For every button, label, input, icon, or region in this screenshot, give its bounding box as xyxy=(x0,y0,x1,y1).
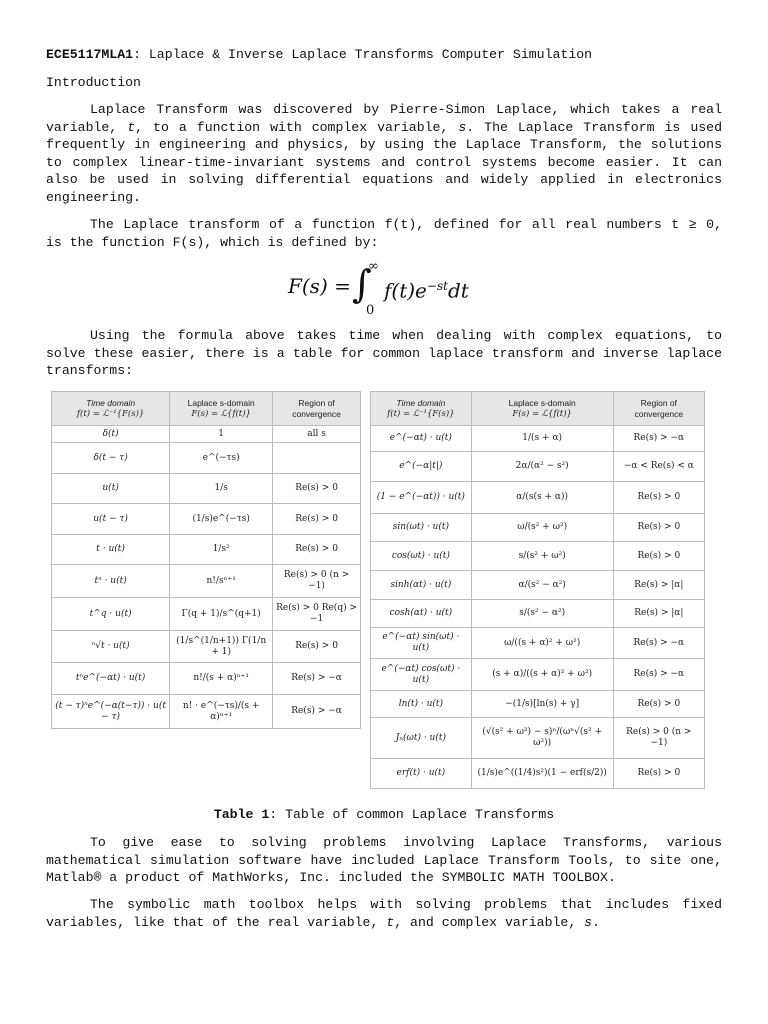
table-row xyxy=(371,482,705,514)
table-row xyxy=(371,759,705,789)
table-header-cell xyxy=(52,392,170,426)
table-row xyxy=(371,628,705,659)
formula-exponent: −st xyxy=(426,279,448,293)
roc-cell: Re(s) > −α xyxy=(273,695,361,729)
paragraph-definition: The Laplace transform of a function f(t), defined for all real numbers t ≥ 0, is the function F(s), which is defined by: xyxy=(46,217,722,250)
table-header-cell xyxy=(471,392,613,426)
time-domain-cell: e^(−αt) cos(ωt) · u(t) xyxy=(371,659,472,691)
roc-cell: Re(s) > 0 (n > −1) xyxy=(613,718,704,759)
paragraph-toolbox xyxy=(46,896,722,931)
time-domain-cell: erf(t) · u(t) xyxy=(371,759,472,789)
table-row xyxy=(52,504,361,535)
caption-label: Table 1 xyxy=(213,807,270,822)
time-domain-cell: u(t) xyxy=(52,474,170,504)
time-domain-cell: e^(−αt) · u(t) xyxy=(371,426,472,452)
p5-text-a: The symbolic math toolbox helps with solving problems that includes fixed variables, like that of the real variable, xyxy=(46,897,722,930)
header-line: f(t) = ℒ⁻¹{F(s)} xyxy=(76,408,145,419)
formula-differential: dt xyxy=(447,278,469,303)
table-row xyxy=(371,718,705,759)
roc-cell: Re(s) > 0 xyxy=(613,482,704,514)
time-domain-cell: e^(−αt) sin(ωt) · u(t) xyxy=(371,628,472,659)
s-domain-cell: 1 xyxy=(170,426,273,443)
roc-cell: Re(s) > 0 xyxy=(613,542,704,571)
time-domain-cell: tⁿe^(−αt) · u(t) xyxy=(52,663,170,695)
table-body xyxy=(52,426,361,729)
table-row xyxy=(52,631,361,663)
table-row xyxy=(371,542,705,571)
table-row xyxy=(52,535,361,565)
title-code: ECE5117MLA1 xyxy=(46,47,134,62)
roc-cell: Re(s) > 0 xyxy=(273,474,361,504)
caption-text: : Table of common Laplace Transforms xyxy=(269,807,555,822)
integral-upper-limit: ∞ xyxy=(368,259,379,274)
table-header-cell xyxy=(170,392,273,426)
header-line: Laplace s-domain xyxy=(508,397,576,408)
s-domain-cell: α/(s² − α²) xyxy=(471,571,613,600)
p1-text-c: . The Laplace Transform is used frequently in engineering and physics, by using the Laplace Transform, the solutions to complex linear-time-invariant systems and control systems become easier. It can also be used in solving differential equations and widely applied in electronics engineering. xyxy=(46,119,722,205)
s-domain-cell: s/(s² − α²) xyxy=(471,600,613,628)
s-domain-cell: e^(−τs) xyxy=(170,443,273,474)
time-domain-cell: δ(t) xyxy=(52,426,170,443)
roc-cell xyxy=(273,443,361,474)
table-row xyxy=(52,565,361,598)
table-row xyxy=(371,691,705,718)
roc-cell: Re(s) > 0 xyxy=(613,759,704,789)
s-domain-cell: n!/(s + α)ⁿ⁺¹ xyxy=(170,663,273,695)
p1-text-a: Laplace Transform was discovered by Pierre-Simon Laplace, which takes a real variable, xyxy=(46,102,722,135)
table-row xyxy=(371,514,705,542)
roc-cell: Re(s) > 0 xyxy=(613,514,704,542)
paragraph-software: To give ease to solving problems involving Laplace Transforms, various mathematical simulation software have included Laplace Transform Tools, to site one, Matlab® a product of MathWorks, Inc. included the SYMBOLIC MATH TOOLBOX. xyxy=(46,835,722,885)
p1-text-b: , to a function with complex variable, xyxy=(135,119,459,135)
table-row xyxy=(52,598,361,631)
table-header-cell xyxy=(273,392,361,426)
time-domain-cell: Jₙ(ωt) · u(t) xyxy=(371,718,472,759)
table-header-row xyxy=(52,392,361,426)
time-domain-cell: e^(−α|t|) xyxy=(371,452,472,482)
roc-cell: Re(s) > 0 Re(q) > −1 xyxy=(273,598,361,631)
p1-variable-s: s xyxy=(458,119,467,135)
roc-cell: Re(s) > |α| xyxy=(613,571,704,600)
table-row xyxy=(371,600,705,628)
time-domain-cell: t^q · u(t) xyxy=(52,598,170,631)
p5-variable-s: s xyxy=(584,914,593,930)
roc-cell: Re(s) > 0 xyxy=(273,504,361,535)
header-line: Laplace s-domain xyxy=(187,397,255,408)
table-row xyxy=(52,426,361,443)
s-domain-cell: s/(s² + ω²) xyxy=(471,542,613,571)
p1-variable-t: t xyxy=(127,119,136,135)
formula-integrand: f(t)e xyxy=(384,278,427,303)
s-domain-cell: 1/(s + α) xyxy=(471,426,613,452)
s-domain-cell: 1/s² xyxy=(170,535,273,565)
time-domain-cell: (1 − e^(−αt)) · u(t) xyxy=(371,482,472,514)
table-row xyxy=(371,571,705,600)
s-domain-cell: n! · e^(−τs)/(s + α)ⁿ⁺¹ xyxy=(170,695,273,729)
integral-lower-limit: 0 xyxy=(366,303,375,318)
table-row xyxy=(52,474,361,504)
roc-cell: all s xyxy=(273,426,361,443)
roc-cell: Re(s) > 0 (n > −1) xyxy=(273,565,361,598)
roc-cell: Re(s) > |α| xyxy=(613,600,704,628)
roc-cell: Re(s) > −α xyxy=(613,426,704,452)
table-row xyxy=(371,659,705,691)
roc-cell: Re(s) > −α xyxy=(273,663,361,695)
laplace-table-left xyxy=(51,391,361,729)
time-domain-cell: u(t − τ) xyxy=(52,504,170,535)
time-domain-cell: t · u(t) xyxy=(52,535,170,565)
formula-body xyxy=(384,278,469,303)
s-domain-cell: ω/(s² + ω²) xyxy=(471,514,613,542)
table-row xyxy=(52,663,361,695)
table-caption xyxy=(0,806,768,824)
time-domain-cell: ⁿ√t · u(t) xyxy=(52,631,170,663)
header-line: Region of convergence xyxy=(292,397,341,419)
header-line: Time domain xyxy=(396,397,446,408)
p5-text-b: , and complex variable, xyxy=(394,914,585,930)
section-heading: Introduction xyxy=(46,75,141,90)
header-line: f(t) = ℒ⁻¹{F(s)} xyxy=(387,408,455,419)
s-domain-cell: Γ(q + 1)/s^(q+1) xyxy=(170,598,273,631)
header-line: F(s) = ℒ{f(t)} xyxy=(191,408,251,419)
document-title xyxy=(46,46,592,64)
time-domain-cell: δ(t − τ) xyxy=(52,443,170,474)
roc-cell: Re(s) > −α xyxy=(613,659,704,691)
paragraph-intro xyxy=(46,101,722,206)
s-domain-cell: ω/((s + α)² + ω²) xyxy=(471,628,613,659)
roc-cell: −α < Re(s) < α xyxy=(613,452,704,482)
s-domain-cell: 1/s xyxy=(170,474,273,504)
formula-lhs: F(s) = xyxy=(288,274,351,298)
table-header-cell xyxy=(371,392,472,426)
table-header-cell xyxy=(613,392,704,426)
table-body xyxy=(371,426,705,789)
s-domain-cell: (1/s^(1/n+1)) Γ(1/n + 1) xyxy=(170,631,273,663)
p5-text-c: . xyxy=(592,914,600,930)
s-domain-cell: −(1/s)[ln(s) + γ] xyxy=(471,691,613,718)
time-domain-cell: sin(ωt) · u(t) xyxy=(371,514,472,542)
s-domain-cell: (√(s² + ω²) − s)ⁿ/(ωⁿ√(s² + ω²)) xyxy=(471,718,613,759)
title-text: : Laplace & Inverse Laplace Transforms Computer Simulation xyxy=(133,47,593,62)
s-domain-cell: (s + α)/((s + α)² + ω²) xyxy=(471,659,613,691)
header-line: Time domain xyxy=(86,397,136,408)
integral-sign: ∫ xyxy=(352,262,372,306)
s-domain-cell: (1/s)e^((1/4)s²)(1 − erf(s/2)) xyxy=(471,759,613,789)
time-domain-cell: tⁿ · u(t) xyxy=(52,565,170,598)
time-domain-cell: cosh(αt) · u(t) xyxy=(371,600,472,628)
table-row xyxy=(52,443,361,474)
s-domain-cell: α/(s(s + α)) xyxy=(471,482,613,514)
roc-cell: Re(s) > 0 xyxy=(273,631,361,663)
time-domain-cell: cos(ωt) · u(t) xyxy=(371,542,472,571)
roc-cell: Re(s) > 0 xyxy=(273,535,361,565)
time-domain-cell: (t − τ)ⁿe^(−α(t−τ)) · u(t − τ) xyxy=(52,695,170,729)
s-domain-cell: 2α/(α² − s²) xyxy=(471,452,613,482)
roc-cell: Re(s) > 0 xyxy=(613,691,704,718)
laplace-table-right xyxy=(370,391,705,789)
s-domain-cell: (1/s)e^(−τs) xyxy=(170,504,273,535)
roc-cell: Re(s) > −α xyxy=(613,628,704,659)
time-domain-cell: ln(t) · u(t) xyxy=(371,691,472,718)
p5-variable-t: t xyxy=(386,914,395,930)
laplace-formula xyxy=(288,258,488,320)
table-header-row xyxy=(371,392,705,426)
s-domain-cell: n!/sⁿ⁺¹ xyxy=(170,565,273,598)
table-row xyxy=(52,695,361,729)
table-row xyxy=(371,426,705,452)
table-row xyxy=(371,452,705,482)
header-line: Region of convergence xyxy=(634,397,684,419)
time-domain-cell: sinh(αt) · u(t) xyxy=(371,571,472,600)
paragraph-table-intro: Using the formula above takes time when dealing with complex equations, to solve these easier, there is a table for common laplace transform and inverse laplace transforms: xyxy=(46,328,722,378)
header-line: F(s) = ℒ{f(t)} xyxy=(512,408,572,419)
